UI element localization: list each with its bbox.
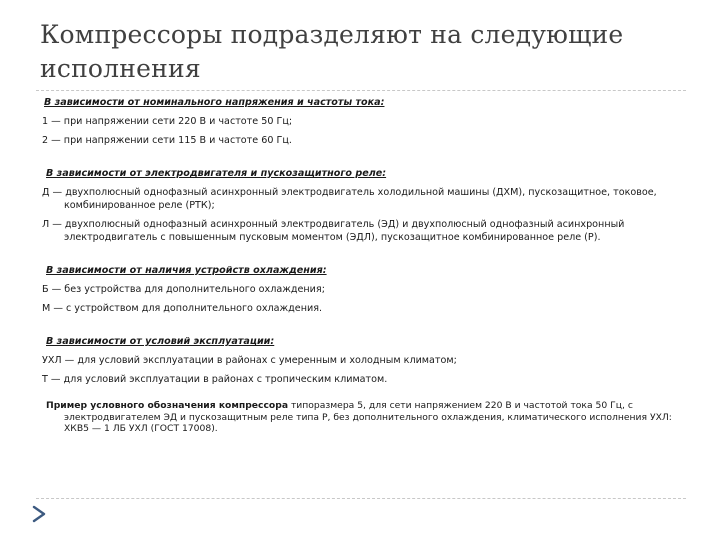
list-item: Т — для условий эксплуатации в районах с тропическим климатом. [42, 374, 388, 385]
list-item: Л — двухполюсный однофазный асинхронный электродвигатель (ЭД) и двухполюсный однофазный асинхронный электродвигатель с повышенным пусковым моментом (ЭДЛ), пускозащитное комбинированное реле (Р). [42, 219, 625, 243]
corner-arrow-icon [30, 504, 50, 524]
list-item: Б — без устройства для дополнительного охлаждения; [42, 284, 325, 295]
top-divider [36, 90, 686, 91]
example-text: типоразмера 5, для сети напряжением 220 В и частотой тока 50 Гц, с электродвигателем ЭД и пускозащитным реле типа Р, без дополнительного охлаждения, климатического исполнения УХЛ: ХКВ5 — 1 ЛБ УХЛ (ГОСТ 17008). [64, 400, 672, 434]
example-label: Пример условного обозначения компрессора [46, 400, 289, 411]
list-item: 2 — при напряжении сети 115 В и частоте 60 Гц. [42, 135, 292, 146]
section-heading-cooling: В зависимости от наличия устройств охлаждения: [46, 265, 327, 276]
section-heading-climate: В зависимости от условий эксплуатации: [46, 336, 275, 347]
section-heading-motor: В зависимости от электродвигателя и пускозащитного реле: [46, 168, 387, 179]
section-heading-voltage: В зависимости от номинального напряжения и частоты тока: [44, 97, 385, 108]
list-item: УХЛ — для условий эксплуатации в районах с умеренным и холодным климатом; [42, 355, 457, 366]
slide-body [42, 96, 682, 444]
list-item: М — с устройством для дополнительного охлаждения. [42, 303, 323, 314]
designation-example [46, 400, 682, 435]
slide-title: Компрессоры подразделяют на следующие исполнения [40, 20, 624, 83]
list-item: Д — двухполюсный однофазный асинхронный электродвигатель холодильной машины (ДХМ), пускозащитное, токовое, комбинированное реле (РТК); [42, 187, 657, 211]
bottom-divider [36, 498, 686, 499]
list-item: 1 — при напряжении сети 220 В и частоте 50 Гц; [42, 116, 293, 127]
